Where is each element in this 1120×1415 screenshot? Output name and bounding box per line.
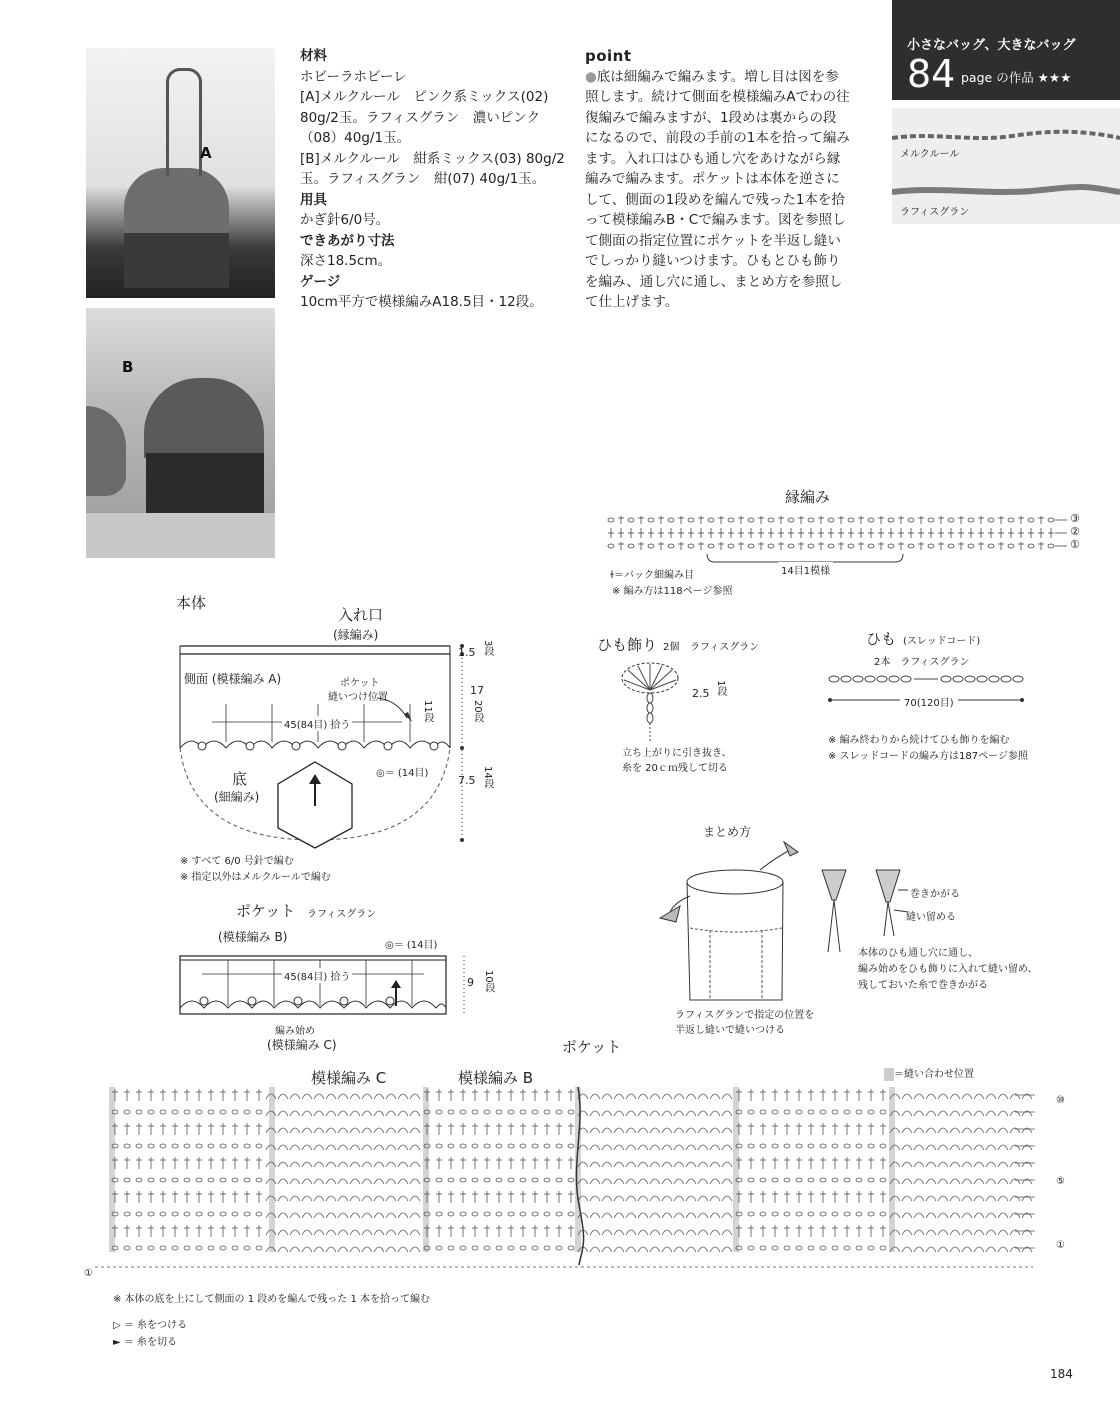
edging-row-3: ③ — [1070, 512, 1080, 525]
body-pocket-pos-1: ポケット — [340, 678, 380, 689]
body-pickup: 45(84目) 拾う — [282, 716, 352, 731]
matome-bottom-1: ラフィスグランで指定の位置を — [675, 1010, 815, 1021]
pocket-chart-note: ※ 本体の底を上にして側面の 1 段めを編んで残った 1 本を拾って編む — [113, 1294, 430, 1305]
pocket-title: ポケット — [236, 902, 296, 920]
matome-title: まとめ方 — [703, 825, 752, 839]
page-number: 184 — [1050, 1367, 1073, 1381]
body-pocket-pos-2: 縫いつけ位置 — [328, 692, 388, 703]
body-dim-bottom: 7.5 — [458, 774, 476, 787]
photo-a-label: A — [200, 144, 212, 162]
point-block — [585, 46, 850, 313]
matome-sew: 縫い留める — [906, 912, 956, 923]
body-dim-top-rows: 3段 — [482, 640, 493, 657]
himo-kazari-note-2: 糸を 20ｃｍ残して切る — [622, 763, 728, 774]
pocket-marker: ◎＝ (14目) — [385, 940, 438, 951]
himo-length: 70(120目) — [900, 694, 958, 709]
size-heading: できあがり寸法 — [300, 232, 395, 249]
himo-kazari-title: ひも飾り — [597, 636, 658, 654]
pocket-dim: 9 — [467, 976, 474, 989]
edging-title: 縁編み — [785, 488, 831, 506]
edging-repeat: 14目1模様 — [778, 562, 833, 577]
pocket-chart-title: ポケット — [562, 1038, 622, 1056]
swatch-rafisgran — [892, 166, 1120, 224]
body-note-1: ※ すべて 6/0 号針で編む — [180, 856, 294, 867]
photo-b-label: B — [122, 358, 134, 376]
point-text: 底は細編みで編みます。増し目は図を参照します。続けて側面を模様編みAでわの往復編みで編みますが、1段めは裏からの段になるので、前段の手前の1本を拾って編みます。入れ口はひも通し穴をあけながら縁編みで編みます。ポケットは本体を逆さにして、側面の1段めを編んで残った1本を拾って模様編みB・Cで編みます。図を参照して側面の指定位置にポケットを半返し縫いでしっかり縫いつけます。ひもとひも飾りを編み、通し穴に通し、まとめ方を参照して仕上げます。 — [585, 68, 850, 310]
body-dim-bottom-rows: 14段 — [482, 766, 493, 789]
pocket-stitch-chart — [85, 1085, 1035, 1285]
pocket-chart-row-5: ⑤ — [1056, 1176, 1065, 1187]
materials-heading: 材料 — [300, 48, 327, 64]
seam-legend-text: ＝縫い合わせ位置 — [894, 1069, 974, 1080]
body-side: 側面 (模様編み A) — [184, 672, 282, 686]
body-dim-top: 1.5 — [458, 646, 476, 659]
pocket-chart-label-c: 模様編み C — [311, 1069, 387, 1087]
pocket-dim-rows: 10段 — [483, 970, 494, 993]
photo-bag-b — [86, 308, 275, 558]
tools-heading: 用具 — [300, 191, 327, 208]
himo-count: 2本 ラフィスグラン — [874, 657, 970, 668]
himo-title: ひも — [866, 630, 897, 648]
series-title: 小さなバッグ、大きなバッグ — [907, 38, 1076, 53]
gauge-text: 10cm平方で模様編みA18.5目・12段。 — [300, 294, 543, 310]
himo-note-1: ※ 編み終わりから続けてひも飾りを編む — [828, 735, 1010, 746]
swatch-merukuru — [892, 108, 1120, 166]
pocket-diagram — [178, 950, 478, 1020]
series-header — [892, 0, 1120, 100]
tools-text: かぎ針6/0号。 — [300, 212, 390, 228]
body-title: 本体 — [176, 594, 207, 612]
edging-note: ※ 編み方は118ページ参照 — [612, 586, 733, 597]
edging-stitches — [608, 516, 1067, 550]
point-bullet: ● — [585, 68, 597, 85]
himo-kazari-count: 2個 — [663, 642, 680, 653]
materials-brand: ホビーラホビーレ — [300, 68, 407, 85]
pocket-chart-row-1: ① — [1056, 1240, 1065, 1251]
body-opening-sub: (縁編み) — [333, 628, 379, 642]
pocket-start: 編み始め — [275, 1026, 315, 1037]
himo-kazari-yarn: ラフィスグラン — [690, 642, 760, 653]
body-dim-pocket-rows: 11段 — [422, 700, 433, 723]
pocket-pickup: 45(84目) 拾う — [282, 968, 352, 983]
body-note-2: ※ 指定以外はメルクルールで編む — [180, 872, 331, 883]
himo-sub: (スレッドコード) — [903, 636, 981, 647]
matome-note-1: 本体のひも通し穴に通し、 — [858, 948, 978, 959]
body-bottom-sub: (細編み) — [214, 790, 260, 804]
seam-legend — [884, 1065, 974, 1081]
size-text: 深さ18.5cm。 — [300, 253, 392, 269]
swatch-merukuru-label: メルクルール — [900, 149, 960, 160]
matome-bottom-2: 半返し縫いで縫いつける — [675, 1025, 785, 1036]
materials-b: [B]メルクルール 紺系ミックス(03) 80g/2玉。ラフィスグラン 紺(07) 40g/1玉。 — [300, 150, 565, 187]
photo-bag-a — [86, 48, 275, 298]
gauge-heading: ゲージ — [300, 273, 341, 290]
pocket-stitches — [112, 1089, 1035, 1252]
edging-legend-text: ＝バック細編み目 — [613, 570, 694, 581]
project-page-number: 84 — [907, 52, 956, 96]
body-opening: 入れ口 — [338, 606, 384, 624]
pocket-pattern-c: (模様編み C) — [267, 1038, 337, 1052]
matome-note-3: 残しておいた糸で巻きかがる — [858, 980, 988, 991]
pocket-chart-row-10: ⑩ — [1056, 1095, 1065, 1106]
edging-row-2: ② — [1070, 525, 1080, 538]
body-bottom: 底 — [232, 770, 248, 788]
point-heading: point — [585, 47, 632, 65]
pocket-yarn: ラフィスグラン — [307, 909, 377, 920]
project-page-suffix: page の作品 ★★★ — [961, 70, 1072, 85]
materials-a: [A]メルクルール ピンク系ミックス(02) 80g/2玉。ラフィスグラン 濃いピンク（08）40g/1玉。 — [300, 89, 549, 146]
swatch-rafisgran-label: ラフィスグラン — [900, 207, 970, 218]
pocket-pattern-b: (模様編み B) — [218, 930, 288, 944]
matome-wrap: 巻きかがる — [910, 889, 960, 900]
edging-row-1: ① — [1070, 538, 1080, 551]
pocket-chart-legend-1: ▷ ＝ 糸をつける — [113, 1320, 188, 1331]
himo-kazari-dim: 2.5 — [692, 687, 710, 700]
himo-kazari-dim-rows: 1段 — [715, 680, 726, 697]
materials-block — [300, 46, 570, 313]
pocket-chart-legend-2: ► ＝ 糸を切る — [113, 1337, 178, 1348]
body-marker: ◎＝ (14目) — [376, 768, 429, 779]
pocket-chart-base-row: ① — [84, 1268, 93, 1279]
himo-kazari-note-1: 立ち上がりに引き抜き、 — [622, 748, 732, 759]
edging-legend: ɫ＝バック細編み目 — [610, 570, 694, 581]
himo-kazari-chart — [610, 658, 690, 748]
body-dim-side: 17 — [470, 684, 484, 697]
body-dim-side-rows: 20段 — [472, 700, 483, 723]
pocket-chart-label-b: 模様編み B — [458, 1069, 534, 1087]
matome-illustration — [650, 840, 910, 1020]
himo-note-2: ※ スレッドコードの編み方は187ページ参照 — [828, 751, 1028, 762]
matome-note-2: 編み始めをひも飾りに入れて縫い留め、 — [858, 964, 1038, 975]
